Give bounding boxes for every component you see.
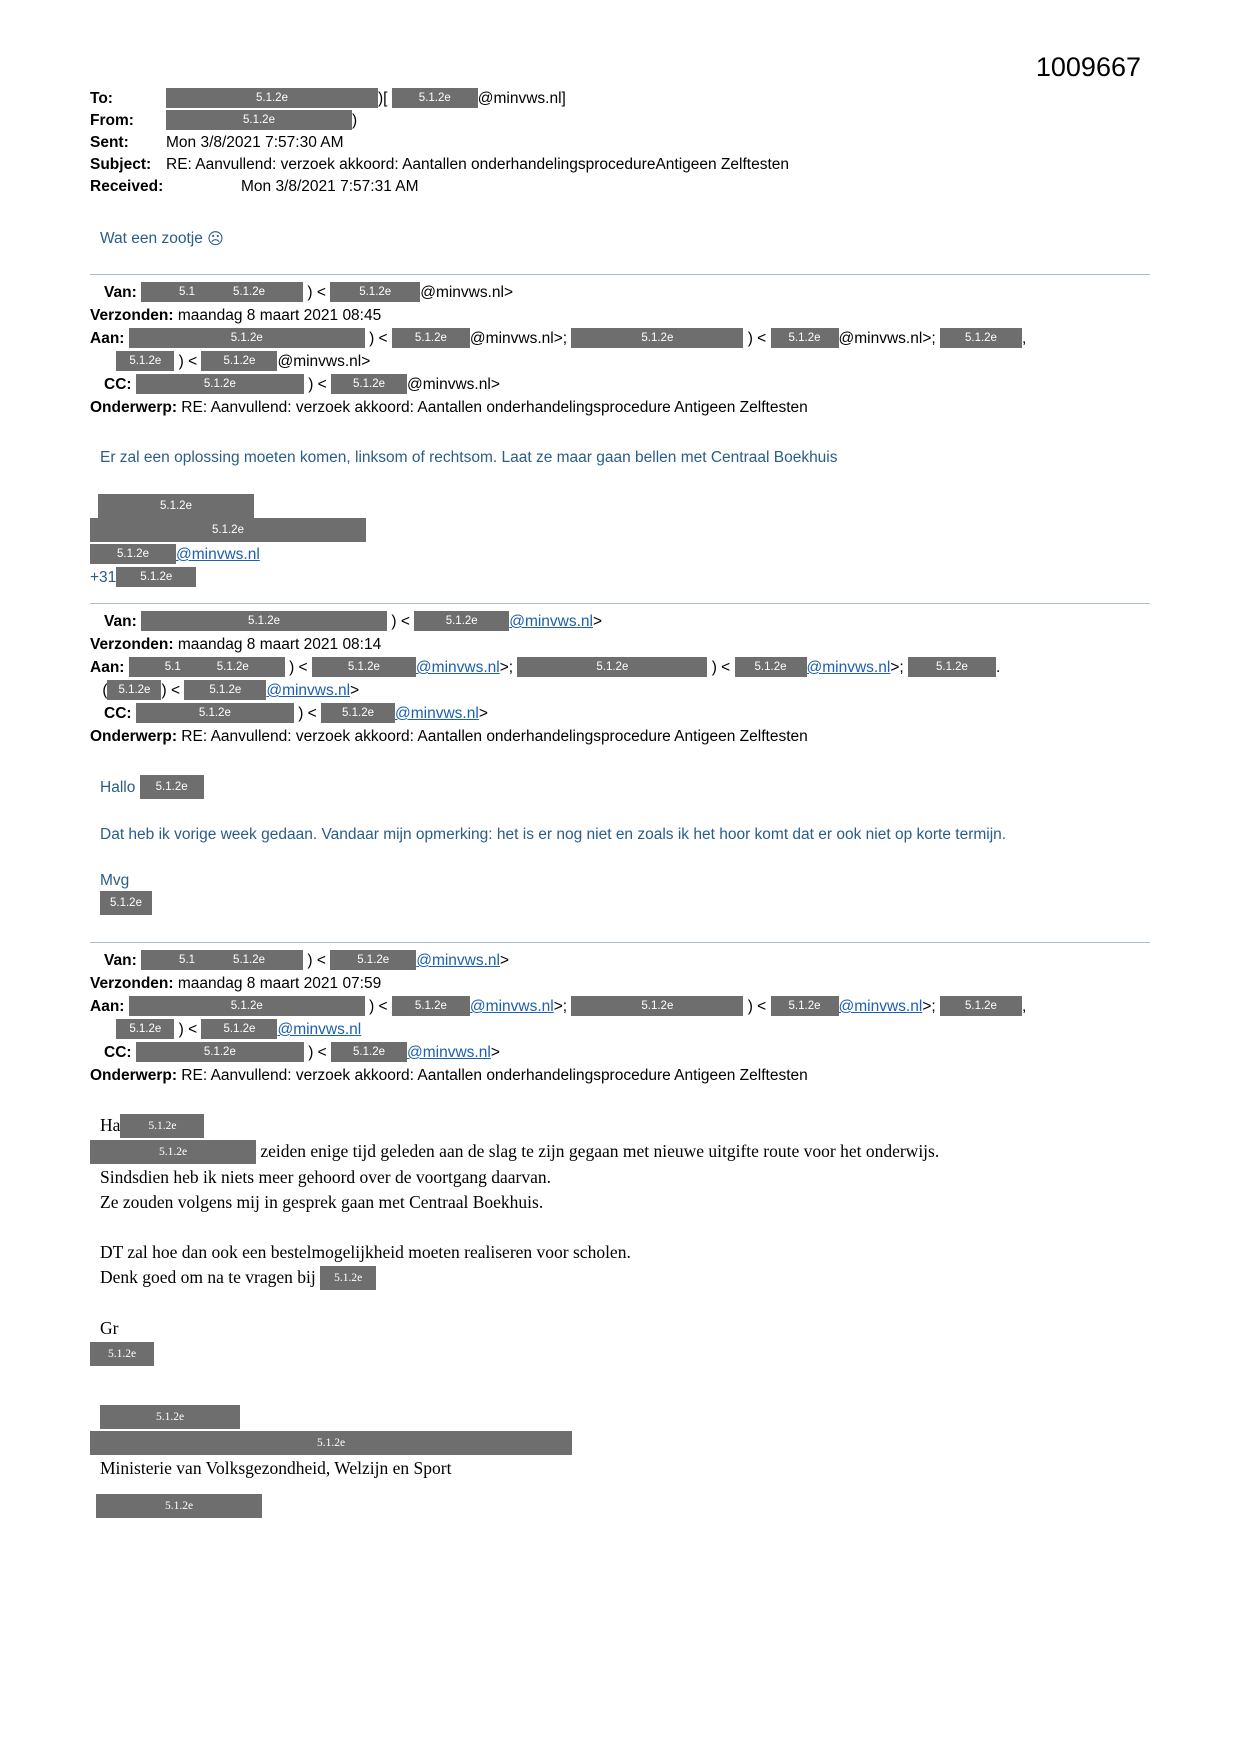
separator: ) bbox=[352, 112, 358, 129]
body3-line1-text: zeiden enige tijd geleden aan de slag te zijn gegaan met nieuwe uitgifte route voor het onderwijs. bbox=[260, 1140, 940, 1161]
separator: ) < bbox=[178, 353, 198, 370]
signature-function bbox=[100, 1430, 1150, 1456]
verzonden-row bbox=[90, 304, 1150, 327]
redaction-bar: 5.1.2e bbox=[96, 1494, 262, 1518]
aan-label: Aan: bbox=[90, 330, 125, 347]
signature-block-1 bbox=[90, 495, 1150, 589]
greeting-line bbox=[100, 1113, 1150, 1139]
redaction-bar: 5.1.2e bbox=[331, 1042, 407, 1062]
separator: ) < bbox=[298, 705, 317, 722]
cc-label: CC: bbox=[104, 376, 132, 393]
body2-text: Dat heb ik vorige week gedaan. Vandaar mijn opmerking: het is er nog niet en zoals ik het hoor komt dat er ook niet op korte termijn. bbox=[100, 826, 1007, 843]
greeting-line bbox=[100, 776, 1150, 800]
email-link[interactable]: @minvws.nl bbox=[416, 952, 500, 969]
verzonden-row bbox=[90, 633, 1150, 656]
van-row bbox=[90, 281, 1150, 304]
separator: >; bbox=[922, 330, 936, 347]
sent-value: Mon 3/8/2021 7:57:30 AM bbox=[166, 134, 344, 151]
redaction-bar: 5.1.2e bbox=[129, 996, 365, 1016]
aan-row bbox=[90, 656, 1150, 702]
redaction-bar: 5.1.2e bbox=[107, 680, 161, 700]
redaction-bar: 5.1.2e bbox=[100, 891, 152, 915]
received-label: Received: bbox=[90, 178, 164, 195]
redaction-bar: 5.1.2e bbox=[517, 657, 707, 677]
separator: >; bbox=[553, 330, 568, 347]
onderwerp-label: Onderwerp: bbox=[90, 1067, 177, 1084]
redaction-bar: 5.1.2e bbox=[571, 328, 743, 348]
separator: > bbox=[478, 705, 488, 722]
greeting-text: Hallo bbox=[100, 779, 136, 797]
email-link[interactable]: @minvws.nl bbox=[415, 659, 500, 676]
closing-line: Gr bbox=[100, 1317, 119, 1338]
aan-label: Aan: bbox=[90, 659, 125, 676]
aan-row bbox=[90, 995, 1150, 1041]
email-domain: @minvws.nl bbox=[277, 353, 362, 370]
signature-name bbox=[90, 495, 1150, 519]
separator: )[ bbox=[378, 90, 388, 107]
verzonden-label: Verzonden: bbox=[90, 636, 174, 653]
redaction-bar: 5.1.2e bbox=[735, 657, 807, 677]
redaction-bar: 5.1.2e bbox=[392, 88, 478, 108]
signature-phone bbox=[90, 566, 1150, 589]
redaction-bar: 5.1.2e bbox=[116, 1019, 174, 1039]
redaction-bar: 5.1 5.1.2e bbox=[129, 657, 285, 677]
separator: > bbox=[490, 376, 500, 393]
email-link[interactable]: @minvws.nl bbox=[509, 613, 593, 630]
separator: ) < bbox=[178, 1021, 198, 1038]
verzonden-row bbox=[90, 972, 1150, 995]
separator: ) < bbox=[391, 613, 410, 630]
separator: > bbox=[361, 353, 371, 370]
aan-row bbox=[90, 327, 1150, 373]
greeting-text: Ha bbox=[100, 1115, 121, 1135]
verzonden-label: Verzonden: bbox=[90, 307, 174, 324]
redaction-bar: 5.1.2e bbox=[908, 657, 996, 677]
email-link[interactable]: @minvws.nl bbox=[176, 546, 260, 563]
onderwerp-value: RE: Aanvullend: verzoek akkoord: Aantallen onderhandelingsprocedure Antigeen Zelftesten bbox=[181, 399, 808, 416]
redaction-bar: 5.1.2e bbox=[320, 1266, 376, 1290]
email-domain: @minvws.nl bbox=[420, 284, 504, 301]
separator: , bbox=[1021, 998, 1027, 1015]
separator: >; bbox=[499, 659, 514, 676]
quoted-message-1 bbox=[90, 274, 1150, 419]
header-received-row bbox=[90, 176, 1150, 198]
redaction-bar: 5.1.2e bbox=[330, 282, 420, 302]
received-value: Mon 3/8/2021 7:57:31 AM bbox=[241, 178, 419, 195]
email-link[interactable]: @minvws.nl bbox=[407, 1044, 491, 1061]
quoted-message-3 bbox=[90, 942, 1150, 1087]
header-from-row bbox=[90, 110, 1150, 132]
redaction-bar: 5.1.2e bbox=[771, 996, 839, 1016]
email-link[interactable]: @minvws.nl bbox=[266, 682, 351, 699]
separator: ) < bbox=[369, 998, 388, 1015]
onderwerp-row bbox=[90, 725, 1150, 748]
redaction-bar: 5.1.2e bbox=[331, 374, 407, 394]
verzonden-value: maandag 8 maart 2021 08:45 bbox=[177, 307, 382, 324]
separator: > bbox=[499, 952, 510, 969]
signature-function bbox=[90, 519, 1150, 543]
redaction-bar: 5.1.2e bbox=[771, 328, 839, 348]
separator: ( bbox=[102, 682, 108, 699]
separator: . bbox=[995, 659, 1001, 676]
redaction-bar: 5.1.2e bbox=[330, 950, 416, 970]
ministry-line: Ministerie van Volksgezondheid, Welzijn en Sport bbox=[100, 1457, 452, 1478]
body3-line5-text: Denk goed om na te vragen bij bbox=[100, 1266, 316, 1287]
header-to-row bbox=[90, 88, 1150, 110]
separator: ) < bbox=[369, 330, 388, 347]
redaction-bar: 5.1.2e bbox=[940, 996, 1022, 1016]
redaction-bar: 5.1.2e bbox=[90, 1342, 154, 1366]
body3-line5 bbox=[100, 1265, 1150, 1291]
onderwerp-label: Onderwerp: bbox=[90, 728, 177, 745]
cc-label: CC: bbox=[104, 1044, 132, 1061]
redaction-bar: 5.1.2e bbox=[98, 494, 254, 518]
redaction-bar: 5.1.2e bbox=[392, 328, 470, 348]
verzonden-value: maandag 8 maart 2021 08:14 bbox=[177, 636, 382, 653]
redaction-bar: 5.1.2e bbox=[136, 703, 294, 723]
signature-contact bbox=[100, 1493, 1150, 1519]
redaction-bar: 5.1.2e bbox=[166, 110, 352, 130]
separator: > bbox=[592, 613, 603, 630]
redaction-bar: 5.1.2e bbox=[312, 657, 416, 677]
redaction-bar: 5.1.2e bbox=[90, 1140, 256, 1164]
from-label: From: bbox=[90, 112, 134, 129]
quoted-message-2 bbox=[90, 603, 1150, 748]
separator: ) < bbox=[307, 284, 326, 301]
signature-name bbox=[100, 1404, 1150, 1430]
onderwerp-row bbox=[90, 1064, 1150, 1087]
email-link[interactable]: @minvws.nl bbox=[395, 705, 479, 722]
van-row bbox=[90, 949, 1150, 972]
message-body-1: Er zal een oplossing moeten komen, linksom of rechtsom. Laat ze maar gaan bellen met Centraal Boekhuis bbox=[100, 449, 838, 466]
redaction-bar: 5.1.2e bbox=[116, 567, 196, 587]
separator: ) < bbox=[747, 330, 767, 347]
body3-line3: Ze zouden volgens mij in gesprek gaan met Centraal Boekhuis. bbox=[100, 1191, 544, 1212]
van-label: Van: bbox=[104, 284, 137, 301]
header-sent-row bbox=[90, 132, 1150, 154]
cc-row bbox=[90, 702, 1150, 725]
cc-row bbox=[90, 1041, 1150, 1064]
redaction-bar: 5.1.2e bbox=[90, 518, 366, 542]
email-domain: @minvws.nl] bbox=[477, 90, 566, 107]
body3-line1 bbox=[100, 1139, 1150, 1165]
redaction-bar: 5.1.2e bbox=[100, 1405, 240, 1429]
closing-name bbox=[100, 1341, 1150, 1367]
message-body-2 bbox=[100, 776, 1150, 916]
signature-email bbox=[90, 543, 1150, 566]
redaction-bar: 5.1.2e bbox=[414, 611, 509, 631]
redaction-bar: 5.1.2e bbox=[201, 1019, 277, 1039]
email-domain: @minvws.nl bbox=[407, 376, 491, 393]
redaction-bar: 5.1.2e bbox=[90, 544, 176, 564]
separator: , bbox=[1021, 330, 1027, 347]
verzonden-value: maandag 8 maart 2021 07:59 bbox=[177, 975, 382, 992]
body3-line2: Sindsdien heb ik niets meer gehoord over de voortgang daarvan. bbox=[100, 1166, 551, 1187]
redaction-bar: 5.1.2e bbox=[571, 996, 743, 1016]
cc-row bbox=[90, 373, 1150, 396]
intro-text: Wat een zootje bbox=[100, 230, 203, 247]
onderwerp-value: RE: Aanvullend: verzoek akkoord: Aantallen onderhandelingsprocedure Antigeen Zelftesten bbox=[181, 1067, 808, 1084]
document-number: 1009667 bbox=[1035, 52, 1141, 82]
subject-value: RE: Aanvullend: verzoek akkoord: Aantallen onderhandelingsprocedureAntigeen Zelftesten bbox=[166, 156, 789, 173]
redaction-bar: 5.1 5.1.2e bbox=[141, 282, 303, 302]
email-header bbox=[90, 88, 1150, 198]
redaction-bar: 5.1.2e bbox=[141, 611, 387, 631]
redaction-bar: 5.1.2e bbox=[140, 775, 204, 799]
phone-prefix: +31 bbox=[90, 569, 117, 586]
email-link[interactable]: @minvws.nl bbox=[838, 998, 923, 1015]
onderwerp-label: Onderwerp: bbox=[90, 399, 177, 416]
email-domain: @minvws.nl bbox=[838, 330, 923, 347]
sent-label: Sent: bbox=[90, 134, 129, 151]
redaction-bar: 5.1.2e bbox=[184, 680, 266, 700]
to-value bbox=[166, 88, 1150, 110]
email-domain: @minvws.nl bbox=[469, 330, 554, 347]
redaction-bar: 5.1.2e bbox=[940, 328, 1022, 348]
redaction-bar: 5.1.2e bbox=[392, 996, 470, 1016]
redaction-bar: 5.1.2e bbox=[136, 1042, 304, 1062]
redaction-bar: 5.1.2e bbox=[201, 351, 277, 371]
separator: ) < bbox=[161, 682, 181, 699]
header-subject-row bbox=[90, 154, 1150, 176]
closing-name bbox=[100, 892, 1150, 916]
separator: >; bbox=[553, 998, 568, 1015]
separator: > bbox=[490, 1044, 500, 1061]
redaction-bar: 5.1.2e bbox=[166, 88, 378, 108]
aan-label: Aan: bbox=[90, 998, 125, 1015]
from-value bbox=[166, 110, 1150, 132]
cc-label: CC: bbox=[104, 705, 132, 722]
separator: > bbox=[350, 682, 360, 699]
to-label: To: bbox=[90, 90, 113, 107]
separator: ) < bbox=[307, 952, 326, 969]
separator: ) < bbox=[308, 1044, 327, 1061]
email-link[interactable]: @minvws.nl bbox=[469, 998, 554, 1015]
redaction-bar: 5.1.2e bbox=[90, 1431, 572, 1455]
email-link[interactable]: @minvws.nl bbox=[277, 1021, 362, 1038]
redaction-bar: 5.1.2e bbox=[129, 328, 365, 348]
redaction-bar: 5.1.2e bbox=[321, 703, 395, 723]
redaction-bar: 5.1.2e bbox=[120, 1114, 204, 1138]
separator: >; bbox=[922, 998, 936, 1015]
van-label: Van: bbox=[104, 952, 137, 969]
intro-remark bbox=[100, 228, 1150, 248]
van-label: Van: bbox=[104, 613, 137, 630]
separator: ) < bbox=[308, 376, 327, 393]
body3-line4: DT zal hoe dan ook een bestelmogelijkheid moeten realiseren voor scholen. bbox=[100, 1241, 631, 1262]
separator: > bbox=[503, 284, 514, 301]
separator: ) < bbox=[289, 659, 308, 676]
verzonden-label: Verzonden: bbox=[90, 975, 174, 992]
redaction-bar: 5.1.2e bbox=[116, 351, 174, 371]
onderwerp-value: RE: Aanvullend: verzoek akkoord: Aantallen onderhandelingsprocedure Antigeen Zelftesten bbox=[181, 728, 808, 745]
closing-line: Mvg bbox=[100, 872, 130, 889]
onderwerp-row bbox=[90, 396, 1150, 419]
separator: ) < bbox=[711, 659, 731, 676]
redaction-bar: 5.1 5.1.2e bbox=[141, 950, 303, 970]
separator: >; bbox=[890, 659, 904, 676]
subject-label: Subject: bbox=[90, 156, 152, 173]
email-link[interactable]: @minvws.nl bbox=[806, 659, 891, 676]
van-row bbox=[90, 610, 1150, 633]
sad-face-emoticon: ☹ bbox=[207, 231, 224, 248]
separator: ) < bbox=[747, 998, 767, 1015]
redaction-bar: 5.1.2e bbox=[136, 374, 304, 394]
message-body-3 bbox=[100, 1113, 1150, 1519]
